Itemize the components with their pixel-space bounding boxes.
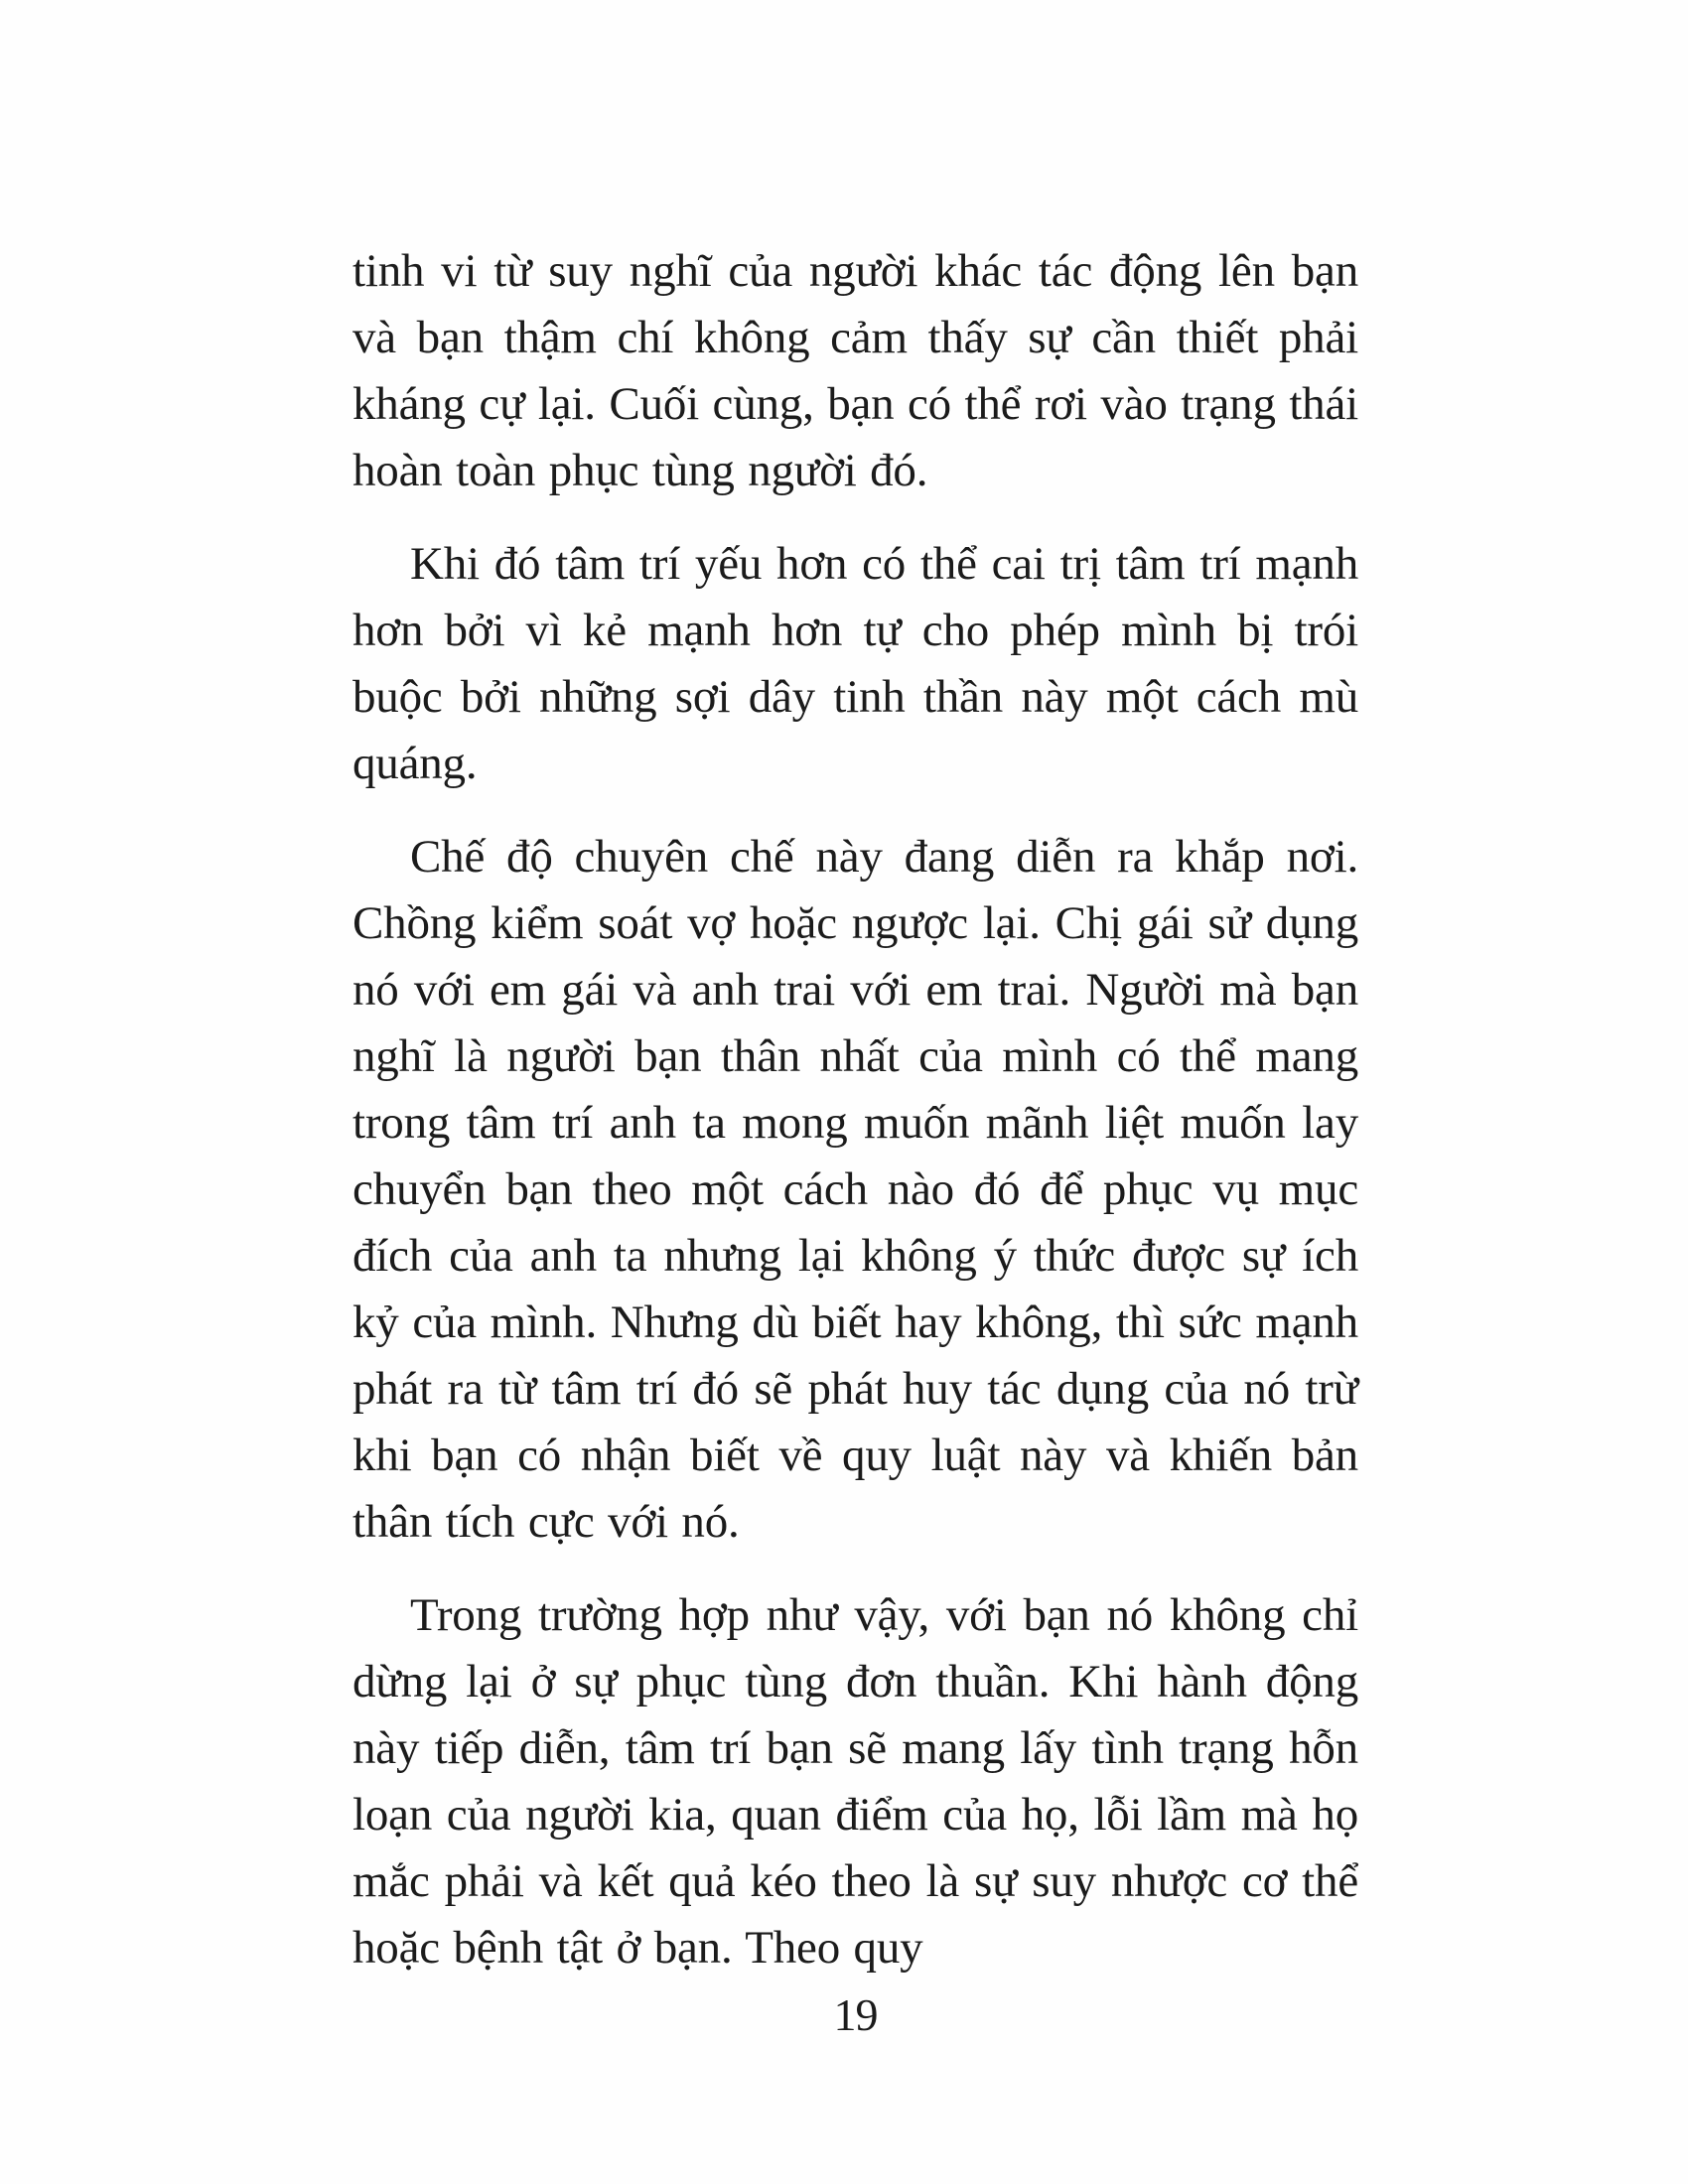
body-text (352, 238, 1358, 2008)
body-paragraph: Chế độ chuyên chế này đang diễn ra khắp nơi. Chồng kiểm soát vợ hoặc ngược lại. Chị gái sử dụng nó với em gái và anh trai với em trai. Người mà bạn nghĩ là người bạn thân nhất của mình có thể mang trong tâm trí anh ta mong muốn mãnh liệt muốn lay chuyển bạn theo một cách nào đó để phục vụ mục đích của anh ta nhưng lại không ý thức được sự ích kỷ của mình. Nhưng dù biết hay không, thì sức mạnh phát ra từ tâm trí đó sẽ phát huy tác dụng của nó trừ khi bạn có nhận biết về quy luật này và khiến bản thân tích cực với nó. (352, 831, 1358, 1548)
body-paragraph: Trong trường hợp như vậy, với bạn nó không chỉ dừng lại ở sự phục tùng đơn thuần. Khi hành động này tiếp diễn, tâm trí bạn sẽ mang lấy tình trạng hỗn loạn của người kia, quan điểm của họ, lỗi lầm mà họ mắc phải và kết quả kéo theo là sự suy nhược cơ thể hoặc bệnh tật ở bạn. Theo quy (352, 1589, 1358, 1974)
body-paragraph-continuation: tinh vi từ suy nghĩ của người khác tác động lên bạn và bạn thậm chí không cảm thấy sự cần thiết phải kháng cự lại. Cuối cùng, bạn có thể rơi vào trạng thái hoàn toàn phục tùng người đó. (352, 245, 1359, 496)
body-paragraph: Khi đó tâm trí yếu hơn có thể cai trị tâm trí mạnh hơn bởi vì kẻ mạnh hơn tự cho phép mình bị trói buộc bởi những sợi dây tinh thần này một cách mù quáng. (352, 538, 1358, 789)
page-number: 19 (833, 1989, 878, 2040)
